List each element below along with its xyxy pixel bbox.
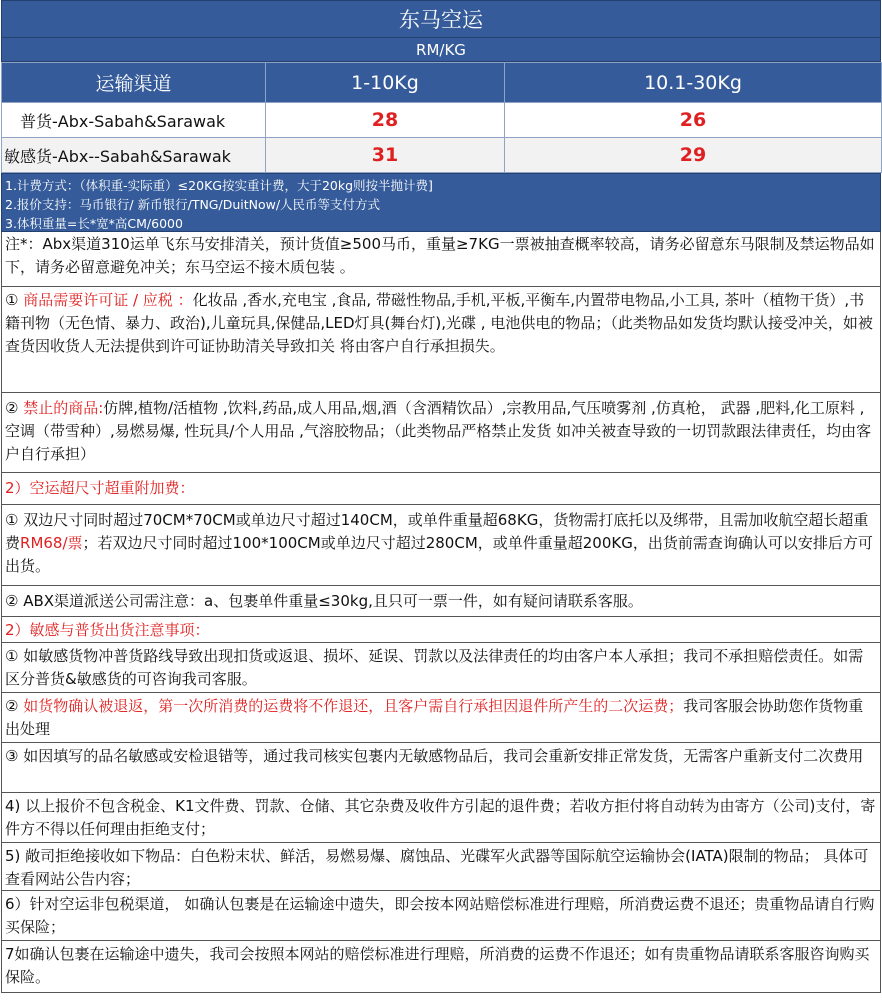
note-license-items (1, 287, 881, 393)
note-general: 注*：Abx渠道310运单飞东马安排清关，预计货值≥500马币，重量≥7KG一票被抽查概率较高，请务必留意东马限制及禁运物品如下，请务必留意避免冲关；东马空运不接木质包装 。 (1, 232, 881, 287)
header-range-1: 1-10Kg (266, 63, 505, 103)
pricing-sheet (1, 0, 881, 993)
price-cell: 29 (505, 138, 882, 173)
note-highlight: 如货物确认被退返，第一次所消费的运费将不作退还，且客户需自行承担因退件所产生的二次运费； (23, 697, 684, 715)
note-oversize-fee (1, 505, 881, 586)
info-line: 1.计费方式：（体积重-实际重）≤20KG按实重计费，大于20kg则按半抛计费] (5, 178, 433, 193)
note-sensitive-goods: ① 如敏感货物冲普货路线导致出现扣货或返退、损坏、延误、罚款以及法律责任的均由客户本人承担；我司不承担赔偿责任。如需区分普货&敏感货的可咨询我司客服。 (1, 643, 881, 693)
info-line: 3.体积重量=长*宽*高CM/6000 (5, 216, 183, 231)
price-cell: 28 (266, 103, 505, 138)
price-cell: 26 (505, 103, 882, 138)
price-cell: 31 (266, 138, 505, 173)
note-text: ；若双边尺寸同时超过100*100CM或单边尺寸超过280CM，或单件重量超200KG，出货前需查询确认可以安排后方可出货。 (5, 534, 873, 575)
unit-label: RM/KG (1, 38, 881, 62)
header-range-2: 10.1-30Kg (505, 63, 882, 103)
section-heading-shipping: 2）敏感与普货出货注意事项： (1, 617, 881, 643)
note-abx-delivery: ② ABX渠道派送公司需注意：a、包裹单件重量≤30kg,且只可一票一件，如有疑问请联系客服。 (1, 586, 881, 617)
note-resend: ③ 如因填写的品名敏感或安检退错等，通过我司核实包裹内无敏感物品后，我司会重新安排正常发货，无需客户重新支付二次费用 (1, 743, 881, 793)
note-text: 我司客服会协助您作货物重出处理 (5, 697, 864, 738)
note-text: 仿牌,植物/活植物 ,饮料,药品,成人用品,烟,酒（含酒精饮品）,宗教用品,气压喷雾剂 ,仿真枪， 武器 ,肥料,化工原料 ,空调（带雪种）,易燃易爆, 性玩具/个人用品 ,气溶胶物品；（此类物品严格禁止发货 如冲关被查导致的一切罚款跟法律责任，均由客户自行承担） (5, 399, 872, 463)
note-insurance: 7如确认包裹在运输途中遗失，我司会按照本网站的赔偿标准进行理赔，所消费的运费不作退还；如有贵重物品请联系客服咨询购买保险。 (1, 941, 881, 993)
billing-info (1, 173, 881, 232)
note-loss-compensation: 6）针对空运非包税渠道， 如确认包裹是在运输途中遗失，即会按本网站赔偿标准进行理赔，所消费运费不退还；贵重物品请自行购买保险； (1, 891, 881, 941)
note-highlight: RM68/票 (20, 534, 83, 552)
note-prefix: ② (5, 697, 24, 715)
note-refused-items: 5) 敞司拒绝接收如下物品：白色粉末状、鲜活，易燃易爆、腐蚀品、光碟军火武器等国际航空运输协会(IATA)限制的物品； 具体可查看网站公告内容； (1, 843, 881, 891)
table-row (2, 138, 882, 173)
note-prohibited-items (1, 393, 881, 473)
note-highlight: 商品需要许可证 / 应税 ： (23, 291, 193, 309)
note-text: ① 双边尺寸同时超过70CM*70CM或单边尺寸超过140CM，或单件重量超68KG，货物需打底托以及绑带，且需加收航空超长超重费 (5, 511, 869, 552)
note-text: 化妆品 ,香水,充电宝 ,食品, 带磁性物品,手机,平板,平衡车,内置带电物品,小工具, 茶叶（植物干货）,书籍刊物（无色情、暴力、政治),儿童玩具,保健品,LED灯具(舞台灯),光碟 , 电池供电的物品；（此类物品如发货均默认接受冲关，如被查货因收货人无法提供到许可证协助清关导致扣关 将由客户自行承担损失。 (5, 291, 873, 355)
section-heading-oversize: 2）空运超尺寸超重附加费： (1, 473, 881, 505)
note-prefix: ① (5, 291, 24, 309)
note-return-policy (1, 693, 881, 743)
table-row (2, 103, 882, 138)
rate-table (1, 62, 882, 173)
rate-header-row (2, 63, 882, 103)
info-line: 2.报价支持：马币银行/ 新币银行/TNG/DuitNow/人民币等支付方式 (5, 197, 381, 212)
channel-name: 敏感货-Abx--Sabah&Sarawak (2, 138, 266, 173)
note-highlight: 禁止的商品: (23, 399, 104, 417)
sheet-title: 东马空运 (1, 0, 881, 38)
channel-name: 普货-Abx-Sabah&Sarawak (2, 103, 266, 138)
note-fees-excluded: 4) 以上报价不包含税金、K1文件费、罚款、仓储、其它杂费及收件方引起的退件费；若收方拒付将自动转为由寄方（公司)支付，寄件方不得以任何理由拒绝支付； (1, 793, 881, 843)
note-prefix: ② (5, 399, 24, 417)
header-channel: 运输渠道 (2, 63, 266, 103)
